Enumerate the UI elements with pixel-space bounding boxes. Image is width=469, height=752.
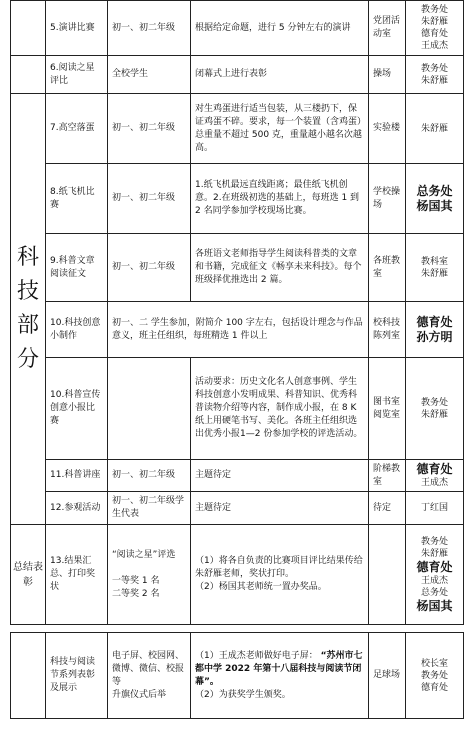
table-row xyxy=(11,234,464,302)
table-row xyxy=(11,492,464,525)
target-cell: “阅读之星”评选 一等奖 1 名 二等奖 2 名 xyxy=(108,525,191,625)
responsible-cell: 德育处 孙方明 xyxy=(406,302,464,358)
target-desc-cell: 初一、二 学生参加，附简介 100 字左右，包括设计理念与作品意义，班主任组织，每班精选 1 件以上 xyxy=(108,302,369,358)
desc-cell: 各班语文老师指导学生阅读科普类的文章和书籍，完成征文《畅享未来科技》。每个班级择优推选出 2 篇。 xyxy=(191,234,369,302)
responsible-cell: 总务处 杨国其 xyxy=(406,164,464,234)
table-row xyxy=(11,358,464,460)
location-cell: 实验楼 xyxy=(369,94,406,164)
responsible-cell: 丁红国 xyxy=(406,492,464,525)
table-row xyxy=(11,1,464,56)
location-cell: 图书室阅览室 xyxy=(369,358,406,460)
target-cell: 初一、初二年级 xyxy=(108,234,191,302)
location-cell: 阶梯教室 xyxy=(369,460,406,492)
table-row xyxy=(11,56,464,94)
desc-cell: 闭幕式上进行表彰 xyxy=(191,56,369,94)
desc-cell: 1.纸飞机最远直线距离；最佳纸飞机创意。2.在班级初选的基础上，每班选 1 到 2 名同学参加学校现场比赛。 xyxy=(191,164,369,234)
section-label-tech: 科 技 部 分 xyxy=(11,94,46,525)
table-row xyxy=(11,94,464,164)
target-cell xyxy=(108,358,191,460)
desc-cell: 主题待定 xyxy=(191,492,369,525)
activity-table xyxy=(10,0,464,719)
desc-cell: 根据给定命题，进行 5 分钟左右的演讲 xyxy=(191,1,369,56)
location-cell xyxy=(369,525,406,625)
responsible-cell: 教务处 朱舒雁 德育处 王成杰 总务处 杨国其 xyxy=(406,525,464,625)
item-cell: 10.科普宣传创意小报比赛 xyxy=(46,358,108,460)
table-row xyxy=(11,164,464,234)
responsible-cell: 教务处 朱舒雁 xyxy=(406,56,464,94)
location-cell: 操场 xyxy=(369,56,406,94)
target-cell: 初一、初二年级 xyxy=(108,1,191,56)
item-cell: 11.科普讲座 xyxy=(46,460,108,492)
table-row xyxy=(11,633,464,719)
target-cell: 初一、初二年级 xyxy=(108,164,191,234)
item-cell: 5.演讲比赛 xyxy=(46,1,108,56)
section-cell-empty xyxy=(11,56,46,94)
desc-cell: 对生鸡蛋进行适当包装，从三楼扔下，保证鸡蛋不碎。要求，每一个装置（含鸡蛋）总重量不超过 500 克，重量越小越名次越高。 xyxy=(191,94,369,164)
table-row xyxy=(11,302,464,358)
location-cell: 学校操场 xyxy=(369,164,406,234)
responsible-cell: 教科室 朱舒雁 xyxy=(406,234,464,302)
item-cell: 7.高空落蛋 xyxy=(46,94,108,164)
desc-cell: （1）将各自负责的比赛项目评比结果传给朱舒雁老师，奖状打印。 （2）杨国其老师统一置办奖品。 xyxy=(191,525,369,625)
item-cell: 10.科技创意小制作 xyxy=(46,302,108,358)
item-cell: 8.纸飞机比赛 xyxy=(46,164,108,234)
location-cell: 足球场 xyxy=(369,633,406,719)
target-cell: 初一、初二年级学生代表 xyxy=(108,492,191,525)
location-cell: 待定 xyxy=(369,492,406,525)
page-break xyxy=(11,625,464,633)
target-cell: 初一、初二年级 xyxy=(108,460,191,492)
target-cell: 全校学生 xyxy=(108,56,191,94)
target-cell: 电子屏、校园网、微博、微信、校报等 升旗仪式后举 xyxy=(108,633,191,719)
section-cell-empty xyxy=(11,1,46,56)
desc-cell: 主题待定 xyxy=(191,460,369,492)
section-cell-empty xyxy=(11,633,46,719)
responsible-cell: 教务处 朱舒雁 德育处 王成杰 xyxy=(406,1,464,56)
responsible-cell: 校长室 教务处 德育处 xyxy=(406,633,464,719)
section-label-summary: 总结表彰 xyxy=(11,525,46,625)
item-cell: 13.结果汇总、打印奖状 xyxy=(46,525,108,625)
item-cell: 6.阅读之星评比 xyxy=(46,56,108,94)
location-cell: 校科技陈列室 xyxy=(369,302,406,358)
item-cell: 科技与阅读节系列表彰及展示 xyxy=(46,633,108,719)
responsible-cell: 朱舒雁 xyxy=(406,94,464,164)
desc-cell: （1）王成杰老师做好电子屏： “苏州市七都中学 2022 年第十八届科技与阅读节闭幕”。 （2）为获奖学生颁奖。 xyxy=(191,633,369,719)
location-cell: 党团活动室 xyxy=(369,1,406,56)
table-row xyxy=(11,460,464,492)
desc-cell: 活动要求：历史文化名人创意事例、学生科技创意小发明成果、科普知识、优秀科普读物介绍等内容，制作成小报，在 8 K 纸上用硬笔书写、美化。各班主任组织选出优秀小报1—2 份参加学校的评选活动。 xyxy=(191,358,369,460)
table-row xyxy=(11,525,464,625)
target-cell: 初一、初二年级 xyxy=(108,94,191,164)
page-break-row xyxy=(11,625,464,633)
item-cell: 9.科普文章阅读征文 xyxy=(46,234,108,302)
item-cell: 12.参观活动 xyxy=(46,492,108,525)
responsible-cell: 教务处 朱舒雁 xyxy=(406,358,464,460)
location-cell: 各班教室 xyxy=(369,234,406,302)
responsible-cell: 德育处 王成杰 xyxy=(406,460,464,492)
